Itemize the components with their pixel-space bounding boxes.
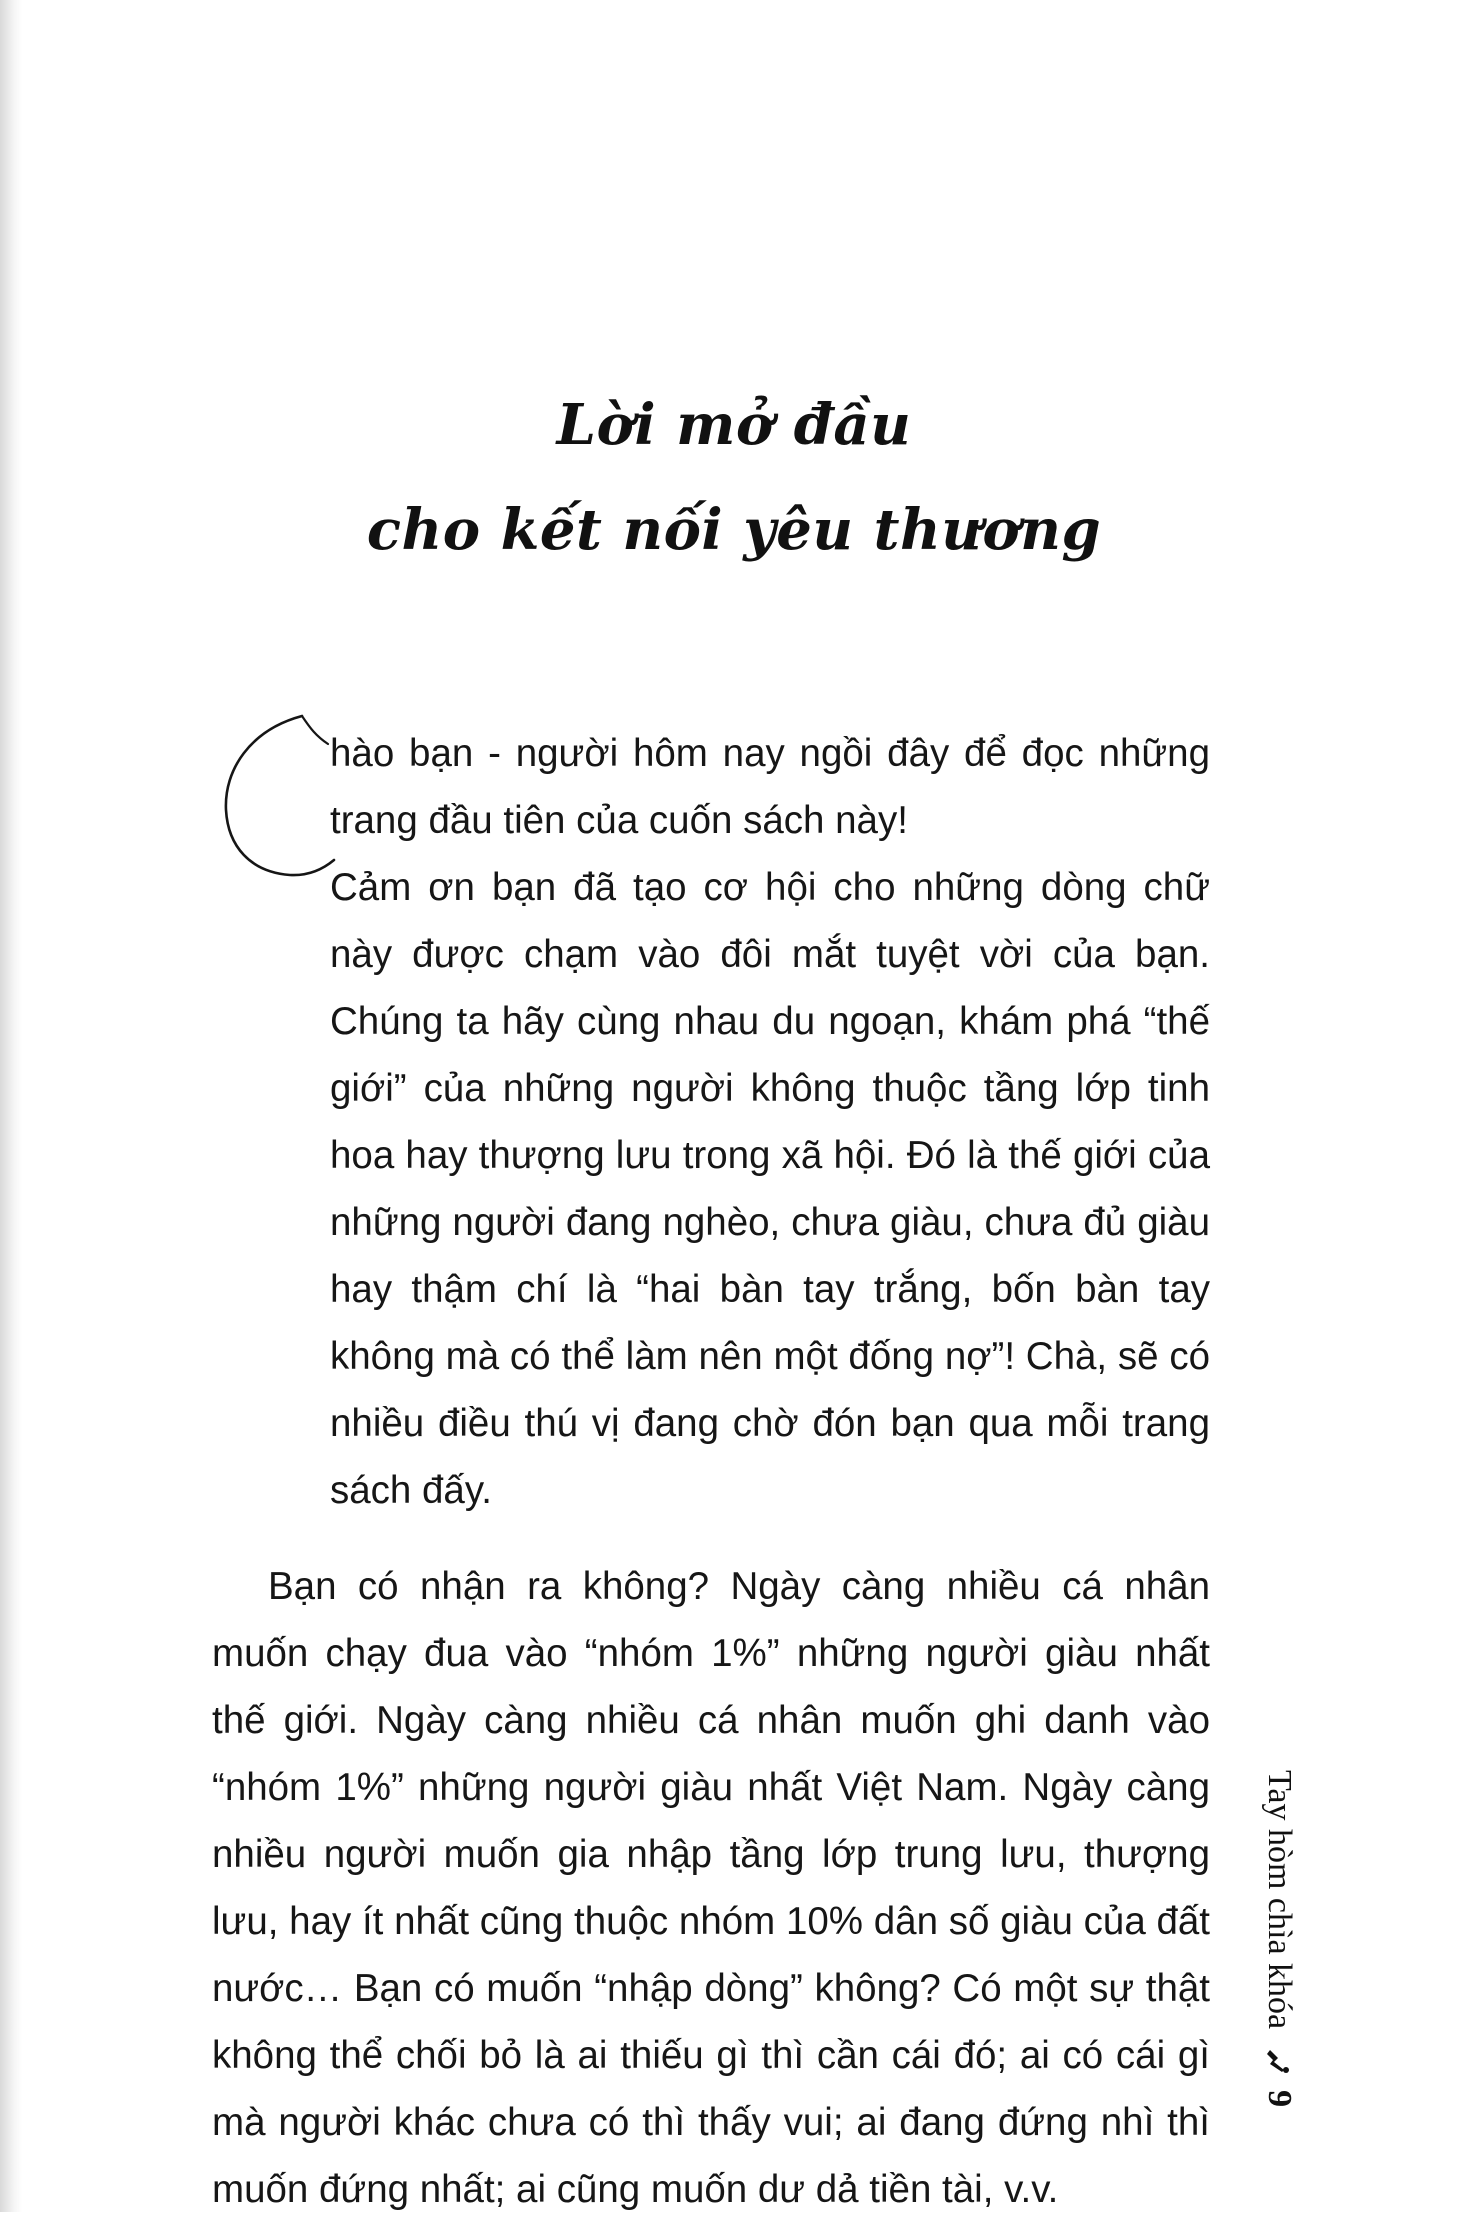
key-hand-icon bbox=[1262, 2046, 1292, 2076]
running-footer-rotated bbox=[1254, 1770, 1304, 2107]
paragraph-2-text: Cảm ơn bạn đã tạo cơ hội cho những dòng chữ này được chạm vào đôi mắt tuyệt vời của bạn. Chúng ta hãy cùng nhau du ngoạn, khám phá “thế giới” của những người không thuộc tầng lớp tinh hoa hay thượng lưu trong xã hội. Đó là thế giới của những người đang nghèo, chưa giàu, chưa đủ giàu hay thậm chí là “hai bàn tay trắng, bốn bàn tay không mà có thể làm nên một đống nợ”! Chà, sẽ có nhiều điều thú vị đang chờ đón bạn qua mỗi trang sách đấy. bbox=[330, 866, 1210, 1512]
paragraph-3 bbox=[212, 1553, 1210, 2223]
title-line-1: Lời mở đầu bbox=[556, 391, 912, 458]
footer-book-title: Tay hòm chìa khóa bbox=[1261, 1770, 1298, 2030]
page-number: 9 bbox=[1261, 2090, 1298, 2108]
body-text bbox=[212, 720, 1210, 2223]
page-edge-shadow bbox=[0, 0, 22, 2212]
paragraph-1-text: hào bạn - người hôm nay ngồi đây để đọc những trang đầu tiên của cuốn sách này! bbox=[330, 732, 1210, 842]
running-footer bbox=[1252, 1770, 1312, 2130]
page-title bbox=[0, 373, 1468, 583]
paragraph-2 bbox=[212, 854, 1210, 1524]
paragraph-3-text: Bạn có nhận ra không? Ngày càng nhiều cá nhân muốn chạy đua vào “nhóm 1%” những người giàu nhất thế giới. Ngày càng nhiều cá nhân muốn ghi danh vào “nhóm 1%” những người giàu nhất Việt Nam. Ngày càng nhiều người muốn gia nhập tầng lớp trung lưu, thượng lưu, hay ít nhất cũng thuộc nhóm 10% dân số giàu của đất nước… Bạn có muốn “nhập dòng” không? Có một sự thật không thể chối bỏ là ai thiếu gì thì cần cái đó; ai có cái gì mà người khác chưa có thì thấy vui; ai đang đứng nhì thì muốn đứng nhất; ai cũng muốn dư dả tiền tài, v.v. bbox=[212, 1565, 1210, 2211]
title-line-2: cho kết nối yêu thương bbox=[366, 496, 1102, 563]
paragraph-1 bbox=[212, 720, 1210, 854]
